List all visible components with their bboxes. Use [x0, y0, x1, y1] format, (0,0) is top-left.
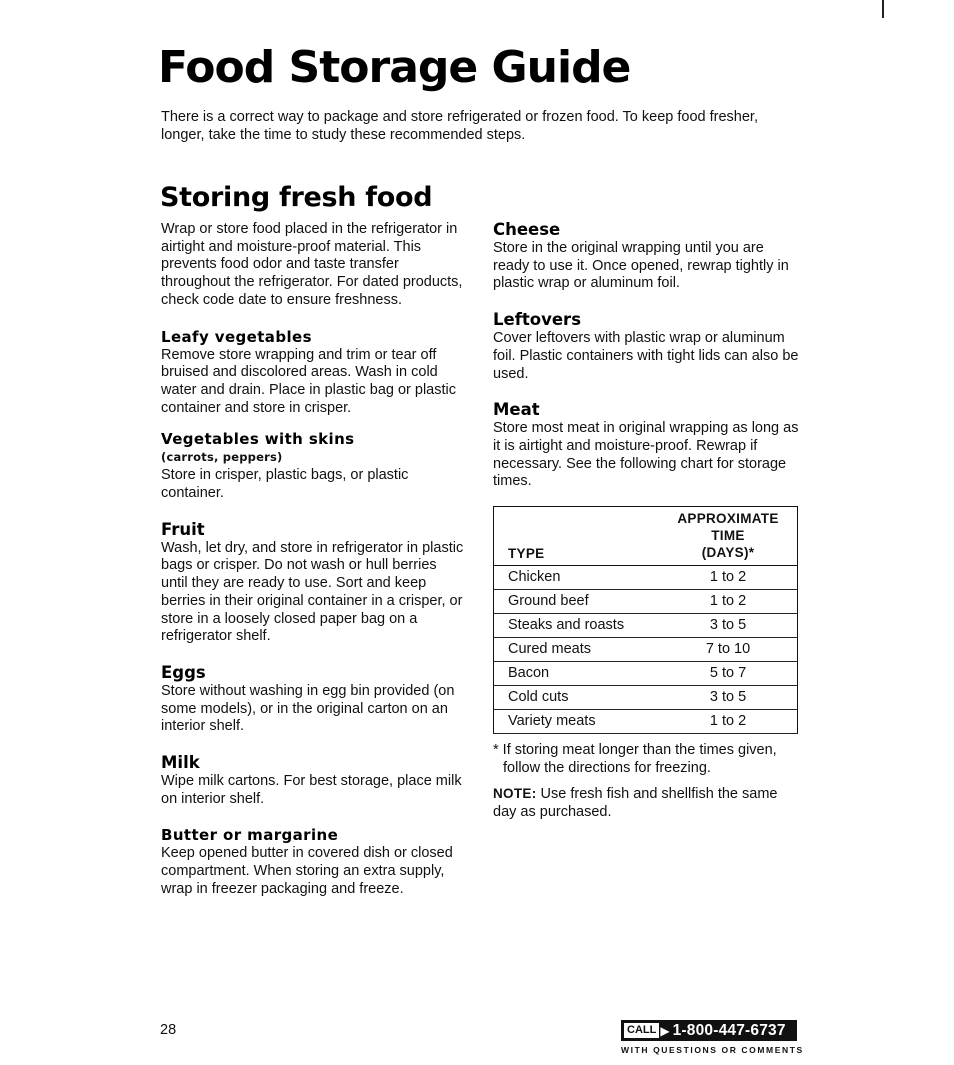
- table-row: [494, 686, 798, 710]
- phone-number: 1-800-447-6737: [672, 1021, 786, 1039]
- meat-footnote: * If storing meat longer than the times given, follow the directions for freezing.: [493, 742, 777, 776]
- table-row: [494, 710, 798, 734]
- vegetables-skins-heading: Vegetables with skins: [161, 430, 355, 449]
- left-column: [161, 221, 466, 899]
- meat-days-cell: 7 to 10: [659, 638, 798, 662]
- meat-storage-table: [493, 506, 798, 734]
- col-time-header-line2: (DAYS)*: [701, 545, 755, 561]
- butter-text: Keep opened butter in covered dish or closed compartment. When storing an extra supply, wrap in freezer packaging and freeze.: [161, 845, 453, 897]
- fruit-text: Wash, let dry, and store in refrigerator in plastic bags or crisper. Do not wash or hull berries until they are ready to use. Sort and keep berries in their original container in a crisper, or store in a loosely closed paper bag on a refrigerator shelf.: [161, 539, 464, 645]
- note-text: Use fresh fish and shellfish the same day as purchased.: [493, 786, 778, 821]
- meat-days-cell: 3 to 5: [659, 614, 798, 638]
- table-row: [494, 614, 798, 638]
- meat-type-cell: Cured meats: [494, 638, 660, 662]
- call-label: CALL: [624, 1023, 659, 1038]
- vegetables-skins-subheading: (carrots, peppers): [161, 450, 283, 465]
- cheese-heading: Cheese: [493, 220, 561, 239]
- meat-type-cell: Bacon: [494, 662, 660, 686]
- butter-heading: Butter or margarine: [161, 826, 339, 845]
- fruit-heading: Fruit: [161, 519, 205, 539]
- page-title: Food Storage Guide: [158, 42, 631, 93]
- vegetables-skins-text: Store in crisper, plastic bags, or plastic container.: [161, 467, 409, 502]
- meat-days-cell: 5 to 7: [659, 662, 798, 686]
- call-box: [621, 1020, 797, 1041]
- page-edge-mark: [882, 0, 884, 18]
- intro-paragraph: There is a correct way to package and store refrigerated or frozen food. To keep food fresher, longer, take the time to study these recommended steps.: [161, 109, 758, 143]
- leafy-vegetables-text: Remove store wrapping and trim or tear off bruised and discolored areas. Wash in cold water and drain. Place in plastic bag or plastic container and store in crisper.: [161, 346, 456, 416]
- lead-paragraph: Wrap or store food placed in the refrigerator in airtight and moisture-proof material. This prevents food odor and taste transfer throughout the refrigerator. For dated products, check code date to ensure freshness.: [161, 221, 463, 308]
- section-title: Storing fresh food: [160, 182, 433, 213]
- note-label: NOTE:: [493, 786, 537, 802]
- meat-type-cell: Steaks and roasts: [494, 614, 660, 638]
- meat-type-cell: Cold cuts: [494, 686, 660, 710]
- leftovers-heading: Leftovers: [493, 310, 582, 330]
- eggs-heading: Eggs: [161, 662, 206, 682]
- page-number: 28: [160, 1022, 177, 1038]
- milk-heading: Milk: [161, 753, 200, 773]
- col-type-header: TYPE: [494, 507, 660, 566]
- meat-days-cell: 1 to 2: [659, 566, 798, 590]
- leafy-vegetables-heading: Leafy vegetables: [161, 327, 312, 346]
- leftovers-text: Cover leftovers with plastic wrap or aluminum foil. Plastic containers with tight lids can also be used.: [493, 330, 799, 382]
- col-time-header-line1: APPROXIMATE TIME: [677, 511, 779, 544]
- right-column: [493, 220, 803, 822]
- meat-type-cell: Variety meats: [494, 710, 660, 734]
- meat-days-cell: 3 to 5: [659, 686, 798, 710]
- meat-days-cell: 1 to 2: [659, 590, 798, 614]
- note-paragraph: [493, 785, 803, 821]
- call-caption: WITH QUESTIONS OR COMMENTS: [621, 1045, 804, 1055]
- cheese-text: Store in the original wrapping until you are ready to use it. Once opened, rewrap tightly in plastic wrap or aluminum foil.: [493, 240, 789, 292]
- table-row: [494, 590, 798, 614]
- meat-text: Store most meat in original wrapping as long as it is airtight and moisture-proof. Rewrap if necessary. See the following chart for storage times.: [493, 420, 799, 490]
- milk-text: Wipe milk cartons. For best storage, place milk on interior shelf.: [161, 773, 462, 807]
- meat-heading: Meat: [493, 400, 540, 420]
- col-time-header: [659, 507, 798, 566]
- eggs-text: Store without washing in egg bin provided (on some models), or in the original carton on an interior shelf.: [161, 682, 455, 735]
- arrow-right-icon: ▶: [660, 1023, 670, 1038]
- table-header-row: [494, 507, 798, 566]
- meat-type-cell: Ground beef: [494, 590, 660, 614]
- table-row: [494, 638, 798, 662]
- table-row: [494, 662, 798, 686]
- meat-days-cell: 1 to 2: [659, 710, 798, 734]
- call-banner: [621, 1020, 804, 1055]
- meat-type-cell: Chicken: [494, 566, 660, 590]
- table-row: [494, 566, 798, 590]
